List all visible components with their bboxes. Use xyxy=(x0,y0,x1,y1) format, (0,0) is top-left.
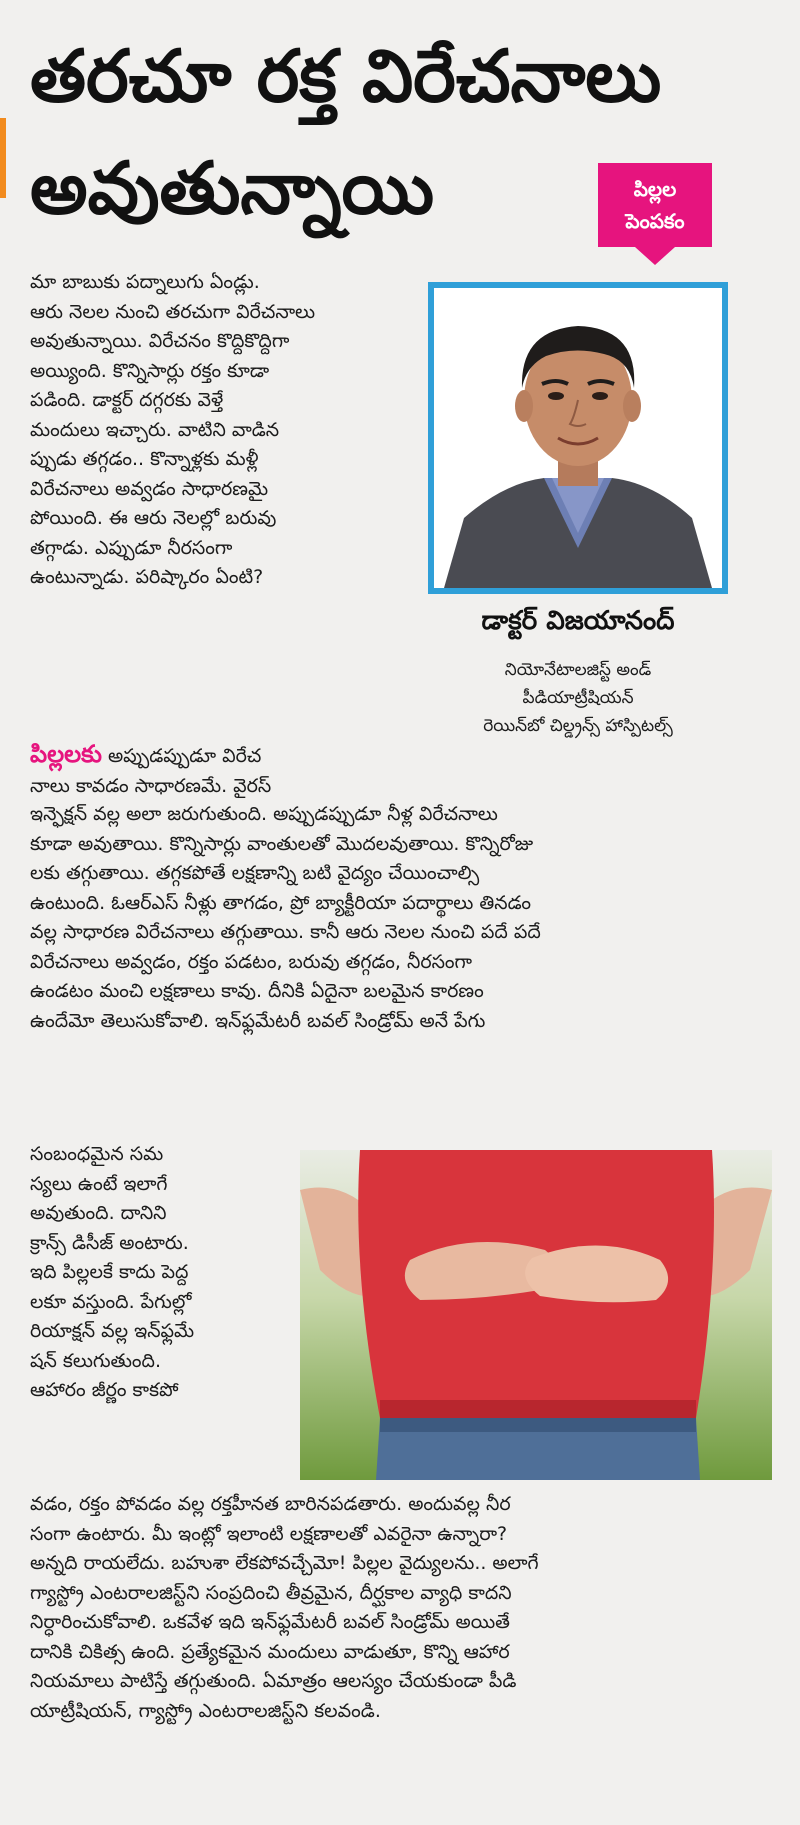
page-edge-marker xyxy=(0,118,6,198)
section-tag-line-1: పిల్లల xyxy=(633,177,677,201)
question-line: ఉంటున్నాడు. పరిష్కారం ఏంటి? xyxy=(30,566,264,588)
question-line: మందులు ఇచ్చారు. వాటిని వాడిన xyxy=(30,418,280,441)
question-line: పడింది. డాక్టర్ దగ్గరకు వెళ్తే xyxy=(30,389,224,411)
question-line: అయ్యింది. కొన్నిసార్లు రక్తం కూడా xyxy=(30,359,270,382)
doctor-photo xyxy=(428,282,728,594)
answer-narrow-line: ఇది పిల్లలకే కాదు పెద్ద xyxy=(30,1261,189,1283)
question-line: అవుతున్నాయి. విరేచనం కొద్దికొద్దిగా xyxy=(30,330,290,352)
section-tag-line-2: పెంపకం xyxy=(625,209,685,233)
answer-narrow-line: అవుతుంది. దానిని xyxy=(30,1202,167,1224)
answer-narrow-line: ఆహారం జీర్ణం కాకపో xyxy=(30,1379,179,1401)
answer-final-line: సంగా ఉంటారు. మీ ఇంట్లో ఇలాంటి లక్షణాలతో ఎవరైనా ఉన్నారా? xyxy=(30,1522,508,1545)
question-line: మా బాబుకు పద్నాలుగు ఏండ్లు. xyxy=(30,271,260,293)
doctor-credit xyxy=(428,600,728,740)
doctor-title-line-1: నియోనేటాలజిస్ట్ అండ్ xyxy=(504,660,652,680)
answer-final-line: యాట్రీషియన్, గ్యాస్ట్రో ఎంటరాలజిస్ట్‌ని కలవండి. xyxy=(30,1699,381,1722)
answer-first-line xyxy=(30,740,410,772)
child-stomach-photo xyxy=(300,1150,772,1480)
question-line: తగ్గాడు. ఎప్పుడూ నీరసంగా xyxy=(30,536,233,559)
doctor-title-line-3: రెయిన్‌బో చిల్డ్రన్స్ హాస్పిటల్స్ xyxy=(483,716,673,736)
child-holding-stomach-illustration xyxy=(300,1150,772,1480)
answer-narrow-line: స్యలు ఉంటే ఇలాగే xyxy=(30,1172,168,1195)
answer-narrow-line: రియాక్షన్ వల్ల ఇన్‌ఫ్లమే xyxy=(30,1320,195,1342)
answer-narrow-line: సంబంధమైన సమ xyxy=(30,1143,164,1165)
answer-full-line: కూడా అవుతాయి. కొన్నిసార్లు వాంతులతో మొదలవుతాయి. కొన్నిరోజు xyxy=(30,832,534,855)
section-tag xyxy=(598,163,712,247)
answer-full-line: ఉంటుంది. ఓఆర్ఎస్ నీళ్లు తాగడం, ప్రో బ్యాక్టీరియా పదార్థాలు తినడం xyxy=(30,891,531,914)
headline-line-1: తరచూ రక్త విరేచనాలు xyxy=(30,34,662,118)
question-line: విరేచనాలు అవ్వడం సాధారణమై xyxy=(30,477,269,500)
answer-second-line: నాలు కావడం సాధారణమే. వైరస్ xyxy=(30,774,272,797)
answer-narrow-line: లకూ వస్తుంది. పేగుల్లో xyxy=(30,1290,192,1313)
question-line: ప్పుడు తగ్గడం.. కొన్నాళ్లకు మళ్లీ xyxy=(30,448,259,470)
answer-intro xyxy=(30,740,410,801)
question-line: పోయింది. ఈ ఆరు నెలల్లో బరువు xyxy=(30,507,277,529)
answer-first-line-rest: అప్పుడప్పుడూ విరేచ xyxy=(101,745,262,767)
answer-final-line: నియమాలు పాటిస్తే తగ్గుతుంది. ఏమాత్రం ఆలస్యం చేయకుండా పీడి xyxy=(30,1670,517,1692)
doctor-portrait-illustration xyxy=(434,288,722,588)
section-tag-pointer xyxy=(635,247,675,265)
answer-lead-word: పిల్లలకు xyxy=(30,740,102,768)
answer-full-line: ఇన్ఫెక్షన్ వల్ల అలా జరుగుతుంది. అప్పుడప్పుడూ నీళ్ల విరేచనాలు xyxy=(30,803,498,825)
answer-full-line: ఉందేమో తెలుసుకోవాలి. ఇన్‌ఫ్లమేటరీ బవల్ సిండ్రోమ్ అనే పేగు xyxy=(30,1009,486,1032)
answer-full-line: విరేచనాలు అవ్వడం, రక్తం పడటం, బరువు తగ్గడం, నీరసంగా xyxy=(30,950,473,973)
question-line: ఆరు నెలల నుంచి తరచుగా విరేచనాలు xyxy=(30,300,316,323)
answer-full-line: ఉండటం మంచి లక్షణాలు కావు. దీనికి ఏదైనా బలమైన కారణం xyxy=(30,980,484,1002)
answer-narrow-line: క్రాన్స్ డిసీజ్ అంటారు. xyxy=(30,1231,189,1254)
headline-line-2: అవుతున్నాయి xyxy=(30,146,435,230)
answer-final-line: గ్యాస్ట్రో ఎంటరాలజిస్ట్‌ని సంప్రదించి తీవ్రమైన, దీర్ఘకాల వ్యాధి కాదని xyxy=(30,1581,512,1604)
answer-final-line: నిర్ధారించుకోవాలి. ఒకవేళ ఇది ఇన్‌ఫ్లమేటరీ బవల్ సిండ్రోమ్ అయితే xyxy=(30,1611,510,1633)
answer-final-line: అన్నది రాయలేదు. బహుశా లేకపోవచ్చేమో! పిల్లల వైద్యులను.. అలాగే xyxy=(30,1552,539,1574)
answer-final-line: వడం, రక్తం పోవడం వల్ల రక్తహీనత బారినపడతారు. అందువల్ల నీర xyxy=(30,1493,511,1515)
answer-narrow-line: షన్ కలుగుతుంది. xyxy=(30,1349,161,1372)
answer-full-line: లకు తగ్గుతాయి. తగ్గకపోతే లక్షణాన్ని బటి వైద్యం చేయించాల్సి xyxy=(30,862,480,884)
doctor-name: డాక్టర్ విజయానంద్ xyxy=(481,606,675,636)
answer-body-final xyxy=(30,1490,770,1726)
answer-final-line: దానికి చికిత్స ఉంది. ప్రత్యేకమైన మందులు వాడుతూ, కొన్ని ఆహార xyxy=(30,1640,510,1663)
answer-full-line: వల్ల సాధారణ విరేచనాలు తగ్గుతాయి. కానీ ఆరు నెలల నుంచి పదే పదే xyxy=(30,921,541,943)
doctor-title-line-2: పీడియాట్రీషియన్ xyxy=(522,688,634,708)
answer-body-full xyxy=(30,800,770,1036)
reader-question xyxy=(30,268,430,593)
answer-body-narrow xyxy=(30,1140,290,1406)
